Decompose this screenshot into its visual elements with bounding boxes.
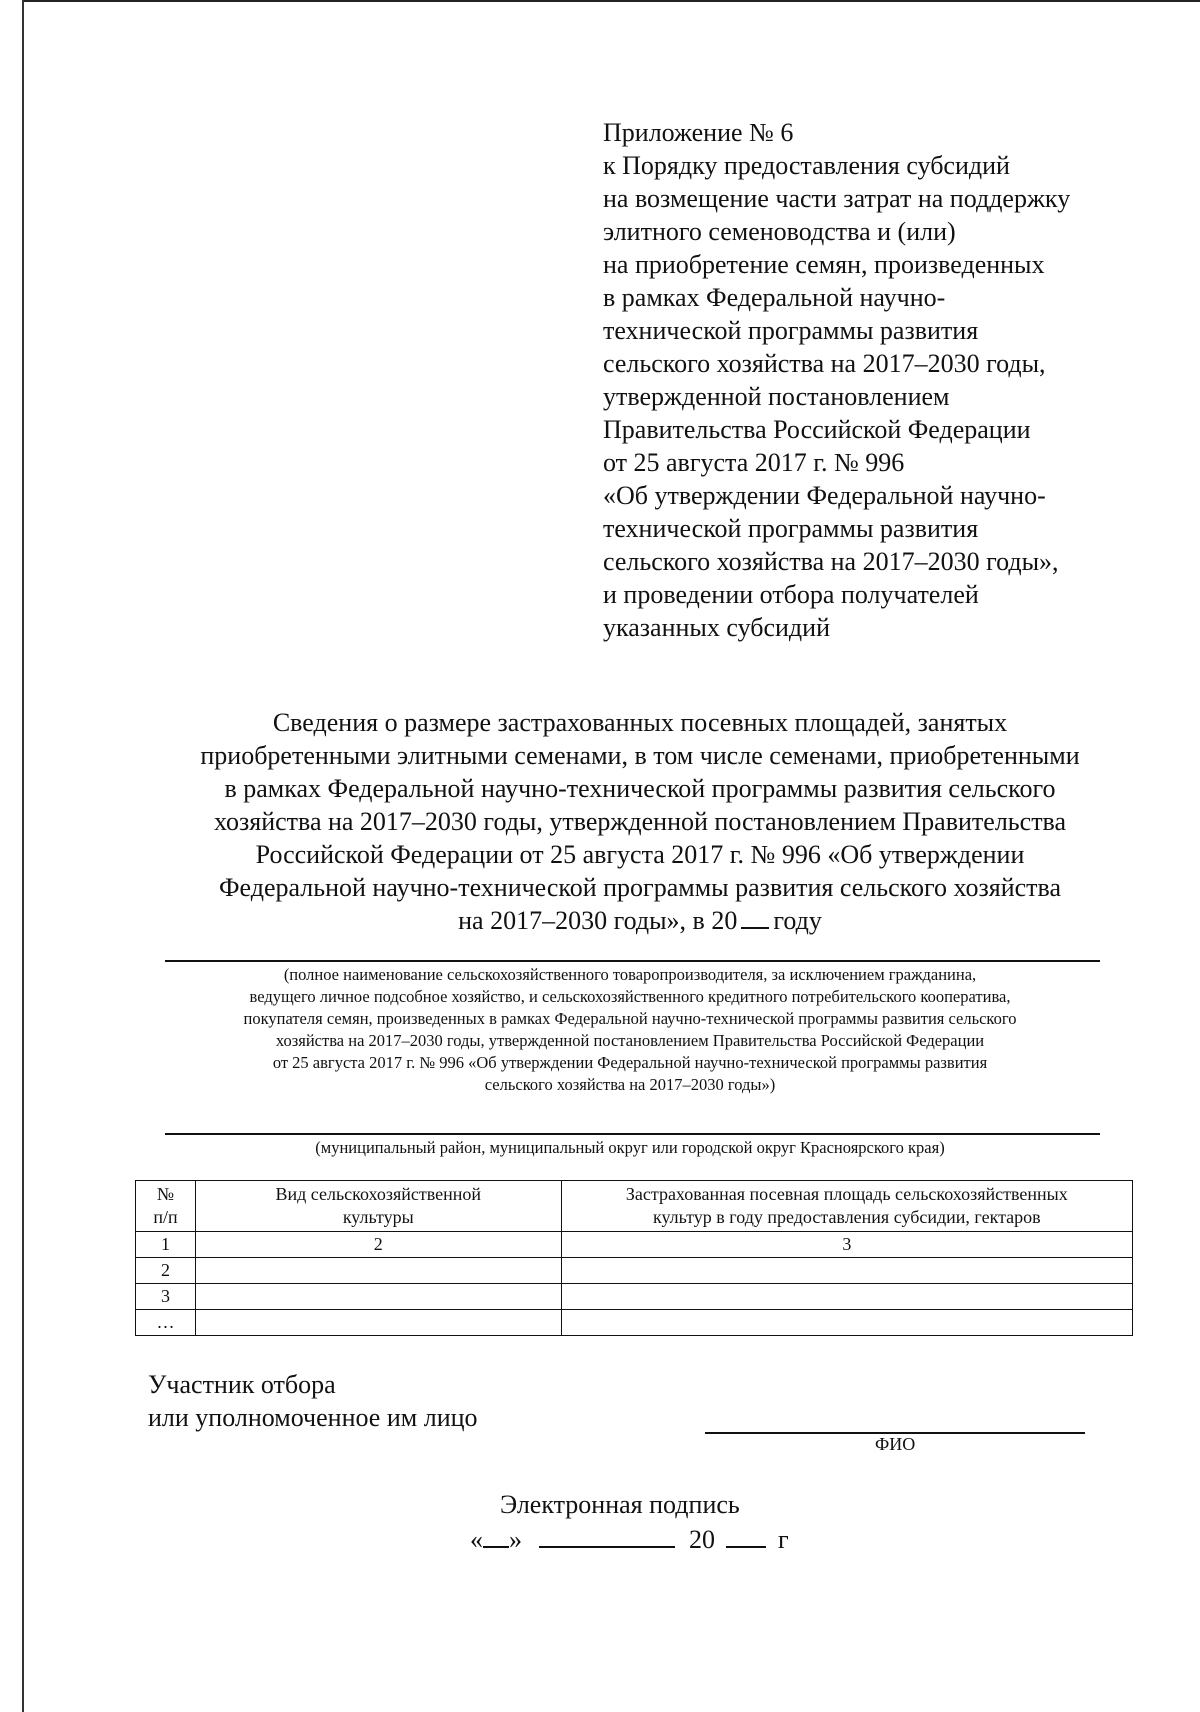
table-cell[interactable] <box>561 1310 1132 1336</box>
title-year-prefix: на 2017–2030 годы», в 20 <box>458 906 738 935</box>
table-cell: 2 <box>136 1258 196 1284</box>
title-year-suffix: году <box>773 906 822 935</box>
district-field[interactable] <box>165 1133 1100 1135</box>
table-row <box>136 1232 1133 1258</box>
appendix-line: сельского хозяйства на 2017–2030 годы, <box>603 349 1046 378</box>
district-caption <box>130 1137 1130 1159</box>
scan-top-edge <box>22 0 1200 2</box>
appendix-line: технической программы развития <box>603 514 979 543</box>
date-close-quote: » <box>509 1525 522 1554</box>
date-year-field[interactable] <box>726 1522 766 1548</box>
year-blank-field[interactable] <box>741 905 769 929</box>
header-number-line1: № <box>156 1184 175 1204</box>
producer-caption-line: покупателя семян, произведенных в рамках Федеральной научно-технической программы развития сельского <box>243 1009 1017 1028</box>
table-row <box>136 1310 1133 1336</box>
header-area-line1: Застрахованная посевная площадь сельскохозяйственных <box>625 1184 1068 1204</box>
header-crop-line1: Вид сельскохозяйственной <box>275 1184 482 1204</box>
appendix-line: на возмещение части затрат на поддержку <box>603 184 1071 213</box>
table-cell: 1 <box>136 1232 196 1258</box>
appendix-header <box>603 116 1163 644</box>
fio-label: ФИО <box>875 1434 916 1454</box>
table-cell: … <box>136 1310 196 1336</box>
appendix-line: Правительства Российской Федерации <box>603 415 1031 444</box>
appendix-line: на приобретение семян, произведенных <box>603 250 1045 279</box>
appendix-line: сельского хозяйства на 2017–2030 годы», <box>603 547 1059 576</box>
header-number-line2: п/п <box>153 1207 178 1227</box>
title-line: приобретенными элитными семенами, в том числе семенами, приобретенными <box>200 741 1080 770</box>
date-day-field[interactable] <box>483 1522 509 1548</box>
signer-block <box>148 1368 478 1434</box>
appendix-line: от 25 августа 2017 г. № 996 <box>603 448 905 477</box>
table-cell[interactable] <box>561 1284 1132 1310</box>
table-row <box>136 1284 1133 1310</box>
title-line: Российской Федерации от 25 августа 2017 г. № 996 «Об утверждении <box>255 840 1025 869</box>
table-cell[interactable] <box>195 1258 561 1284</box>
appendix-line: и проведении отбора получателей <box>603 580 979 609</box>
appendix-line: технической программы развития <box>603 316 979 345</box>
producer-caption-line: сельского хозяйства на 2017–2030 годы») <box>484 1075 776 1094</box>
producer-name-caption <box>130 964 1130 1096</box>
date-open-quote: « <box>470 1525 483 1554</box>
appendix-line: «Об утверждении Федеральной научно- <box>603 481 1046 510</box>
title-line: в рамках Федеральной научно-технической программы развития сельского <box>224 774 1056 803</box>
producer-caption-line: ведущего личное подсобное хозяйство, и сельскохозяйственного кредитного потребительского кооператива, <box>249 987 1011 1006</box>
producer-name-field[interactable] <box>165 960 1100 962</box>
table-cell[interactable] <box>195 1284 561 1310</box>
title-last-line <box>110 904 1170 937</box>
header-area-line2: культур в году предоставления субсидии, гектаров <box>652 1207 1041 1227</box>
appendix-line: в рамках Федеральной научно- <box>603 283 946 312</box>
title-line: Сведения о размере застрахованных посевных площадей, занятых <box>272 708 1008 737</box>
appendix-line: элитного семеноводства и (или) <box>603 217 956 246</box>
table-cell: 3 <box>136 1284 196 1310</box>
date-month-field[interactable] <box>539 1522 675 1548</box>
table-cell: 2 <box>195 1232 561 1258</box>
title-line: Федеральной научно-технической программы развития сельского хозяйства <box>219 873 1061 902</box>
header-crop-type <box>195 1181 561 1232</box>
header-insured-area <box>561 1181 1132 1232</box>
table-row <box>136 1258 1133 1284</box>
signer-line2: или уполномоченное им лицо <box>148 1403 478 1432</box>
district-caption-text: (муниципальный район, муниципальный округ или городской округ Красноярского края) <box>315 1138 945 1157</box>
producer-caption-line: (полное наименование сельскохозяйственного товаропроизводителя, за исключением гражданина, <box>283 965 977 984</box>
electronic-signature-label: Электронная подпись <box>500 1490 740 1519</box>
appendix-line: утвержденной постановлением <box>603 382 950 411</box>
table-cell: 3 <box>561 1232 1132 1258</box>
date-suffix: г <box>778 1525 789 1554</box>
appendix-line: к Порядку предоставления субсидий <box>603 151 1010 180</box>
header-crop-line2: культуры <box>342 1207 414 1227</box>
appendix-line: указанных субсидий <box>603 613 830 642</box>
producer-caption-line: от 25 августа 2017 г. № 996 «Об утверждении Федеральной научно-технической программы развития <box>272 1053 988 1072</box>
scan-left-edge <box>22 0 24 1712</box>
table-header-row <box>136 1181 1133 1232</box>
appendix-line: Приложение № 6 <box>603 118 794 147</box>
document-title <box>110 706 1170 937</box>
title-line: хозяйства на 2017–2030 годы, утвержденной постановлением Правительства <box>213 807 1067 836</box>
date-year-prefix: 20 <box>689 1525 715 1554</box>
table-cell[interactable] <box>561 1258 1132 1284</box>
signature-date <box>470 1522 789 1555</box>
crop-area-table <box>135 1180 1133 1336</box>
signer-line1: Участник отбора <box>148 1370 336 1399</box>
producer-caption-line: хозяйства на 2017–2030 годы, утвержденной постановлением Правительства Российской Федерации <box>275 1031 985 1050</box>
header-number <box>136 1181 196 1232</box>
table-cell[interactable] <box>195 1310 561 1336</box>
